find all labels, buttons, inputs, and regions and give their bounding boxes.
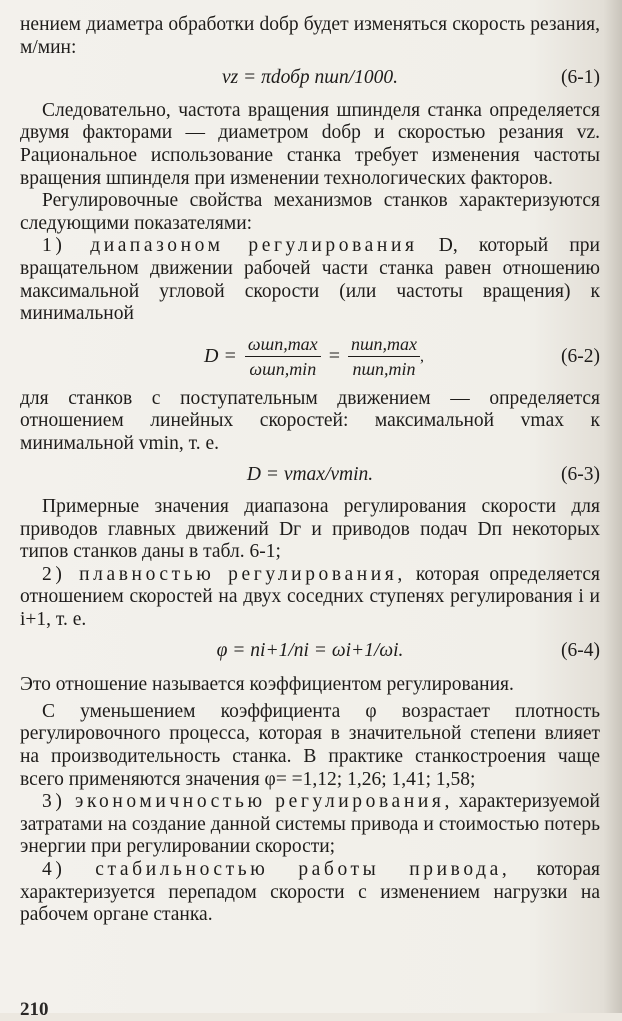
term-stability: 4) стабильностью работы привода,: [42, 859, 511, 880]
paragraph-11-text: которая характеризуется перепадом скорости с изменением нагрузки на рабочем органе станка.: [20, 859, 600, 926]
formula-6-2-number: (6-2): [561, 345, 600, 367]
formula-6-1: [20, 67, 600, 90]
formula-6-3-expression: D = vmax/vmin.: [246, 463, 374, 485]
paragraph-4: [20, 235, 600, 325]
formula-6-4-expression: φ = ni+1/ni = ωi+1/ωi.: [216, 639, 404, 661]
formula-6-2: [20, 326, 600, 388]
term-economy: 3) экономичностью регулирования,: [42, 791, 453, 813]
page-number: 210: [20, 999, 49, 1020]
formula-6-2-lhs: D =: [203, 345, 237, 368]
formula-6-4: [20, 640, 600, 663]
paragraph-7-text: которая определяется отношением скоростей на двух соседних ступенях регулирования i и i+1, т. е.: [20, 563, 600, 631]
fraction-omega-denominator: ωшп,min: [249, 359, 317, 380]
formula-6-3: [20, 464, 600, 487]
paragraph-7: [20, 564, 600, 632]
paragraph-1: нением диаметра обработки dобр будет изменяться скорость резания, м/мин:: [20, 14, 600, 58]
fraction-n: [348, 333, 420, 380]
formula-6-2-equals: =: [328, 345, 340, 368]
term-smoothness: 2) плавностью регулирования,: [42, 563, 406, 585]
paragraph-10: [20, 791, 600, 859]
paragraph-10-text: характеризуемой затратами на создание данной системы привода и стоимостью потерь энергии при регулировании скорости;: [20, 791, 600, 858]
formula-6-3-number: (6-3): [561, 463, 600, 485]
paragraph-3: Регулировочные свойства механизмов станков характеризуются следующими показателями:: [20, 190, 600, 234]
fraction-n-denominator: nшп,min: [352, 359, 416, 380]
paragraph-2: Следовательно, частота вращения шпинделя станка определяется двумя факторами — диаметром dобр и скоростью резания vz. Рациональное использование станка требует изменения частоты вращения шпинделя при изменении технологических факторов.: [20, 99, 600, 189]
paragraph-5: для станков с поступательным движением — определяется отношением линейных скоростей: максимальной vmax к минимальной vmin, т. е.: [20, 387, 600, 454]
formula-6-2-comma: ,: [420, 347, 425, 365]
term-range: 1) диапазоном регулирования: [42, 235, 418, 257]
paragraph-4-text: D, который при вращательном движении рабочей части станка равен отношению максимальной угловой скорости (или частоты вращения) к минимальной: [20, 235, 600, 325]
formula-6-1-expression: vz = πdобр nшп/1000.: [221, 67, 399, 89]
paragraph-11: [20, 859, 600, 927]
paragraph-6: Примерные значения диапазона регулирования скорости для приводов главных движений Dг и приводов подач Dп некоторых типов станков даны в табл. 6-1;: [20, 496, 600, 563]
fraction-omega-numerator: ωшп,max: [245, 333, 321, 357]
paragraph-9: С уменьшением коэффициента φ возрастает плотность регулировочного процесса, которая в значительной степени влияет на производительность станка. В практике станкостроения чаще всего применяются значения φ= =1,12; 1,26; 1,41; 1,58;: [20, 700, 600, 790]
formula-6-1-number: (6-1): [561, 67, 600, 89]
paragraph-8: Это отношение называется коэффициентом регулирования.: [20, 674, 514, 696]
fraction-n-numerator: nшп,max: [348, 333, 420, 357]
fraction-omega: [245, 333, 321, 380]
formula-6-4-number: (6-4): [561, 639, 600, 661]
